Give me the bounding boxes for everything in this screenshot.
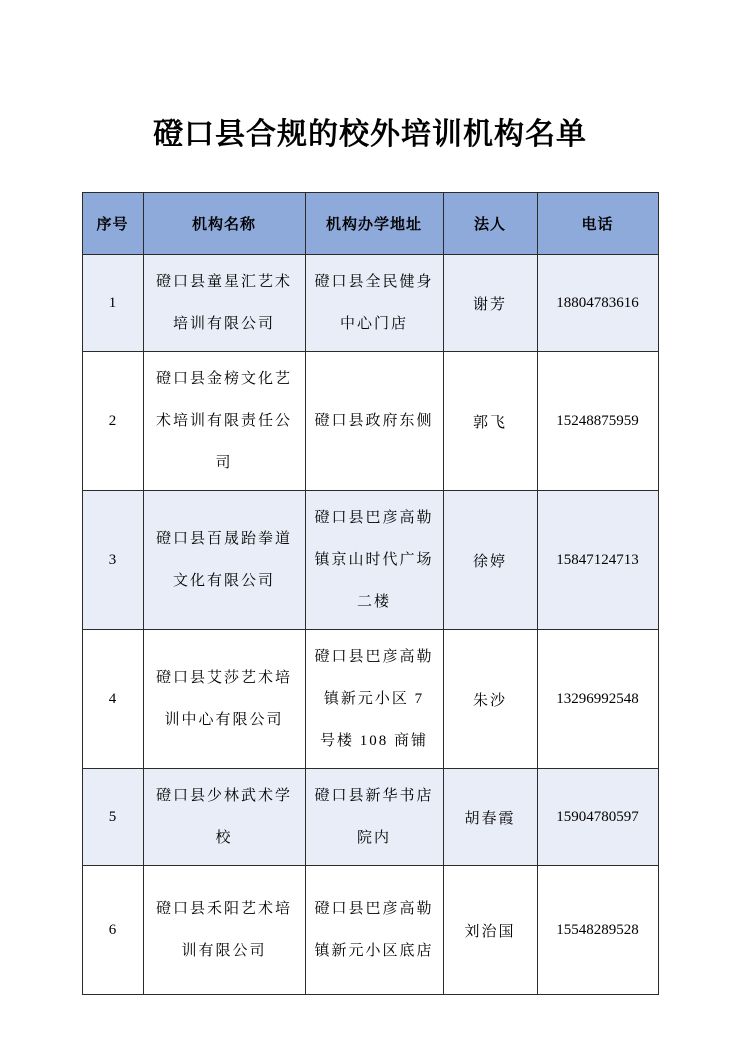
cell-address: 磴口县巴彦高勒镇京山时代广场二楼 — [305, 491, 443, 630]
cell-no: 4 — [82, 630, 143, 769]
cell-name: 磴口县百晟跆拳道文化有限公司 — [143, 491, 305, 630]
cell-legal: 刘治国 — [443, 866, 537, 995]
table-row — [82, 630, 658, 769]
header-cell-phone: 电话 — [537, 193, 658, 255]
cell-address: 磴口县全民健身中心门店 — [305, 255, 443, 352]
cell-no: 6 — [82, 866, 143, 995]
cell-phone: 15248875959 — [537, 352, 658, 491]
table-header-row — [82, 193, 658, 255]
cell-legal: 谢芳 — [443, 255, 537, 352]
cell-phone: 13296992548 — [537, 630, 658, 769]
cell-legal: 郭飞 — [443, 352, 537, 491]
header-cell-address: 机构办学地址 — [305, 193, 443, 255]
header-cell-no: 序号 — [82, 193, 143, 255]
header-cell-legal: 法人 — [443, 193, 537, 255]
table-row — [82, 866, 658, 995]
cell-phone: 15847124713 — [537, 491, 658, 630]
institutions-table — [82, 192, 659, 995]
cell-address: 磴口县政府东侧 — [305, 352, 443, 491]
table-row — [82, 352, 658, 491]
cell-address: 磴口县巴彦高勒镇新元小区底店 — [305, 866, 443, 995]
cell-phone: 15904780597 — [537, 769, 658, 866]
cell-legal: 朱沙 — [443, 630, 537, 769]
cell-name: 磴口县童星汇艺术培训有限公司 — [143, 255, 305, 352]
cell-no: 5 — [82, 769, 143, 866]
cell-no: 2 — [82, 352, 143, 491]
cell-address: 磴口县新华书店院内 — [305, 769, 443, 866]
cell-address: 磴口县巴彦高勒镇新元小区 7 号楼 108 商铺 — [305, 630, 443, 769]
cell-name: 磴口县少林武术学校 — [143, 769, 305, 866]
table-row — [82, 491, 658, 630]
cell-phone: 15548289528 — [537, 866, 658, 995]
cell-legal: 徐婷 — [443, 491, 537, 630]
header-cell-name: 机构名称 — [143, 193, 305, 255]
cell-no: 1 — [82, 255, 143, 352]
cell-phone: 18804783616 — [537, 255, 658, 352]
table-row — [82, 769, 658, 866]
cell-name: 磴口县禾阳艺术培训有限公司 — [143, 866, 305, 995]
cell-name: 磴口县艾莎艺术培训中心有限公司 — [143, 630, 305, 769]
cell-legal: 胡春霞 — [443, 769, 537, 866]
table-row — [82, 255, 658, 352]
cell-name: 磴口县金榜文化艺术培训有限责任公司 — [143, 352, 305, 491]
cell-no: 3 — [82, 491, 143, 630]
page-title: 磴口县合规的校外培训机构名单 — [153, 118, 587, 151]
